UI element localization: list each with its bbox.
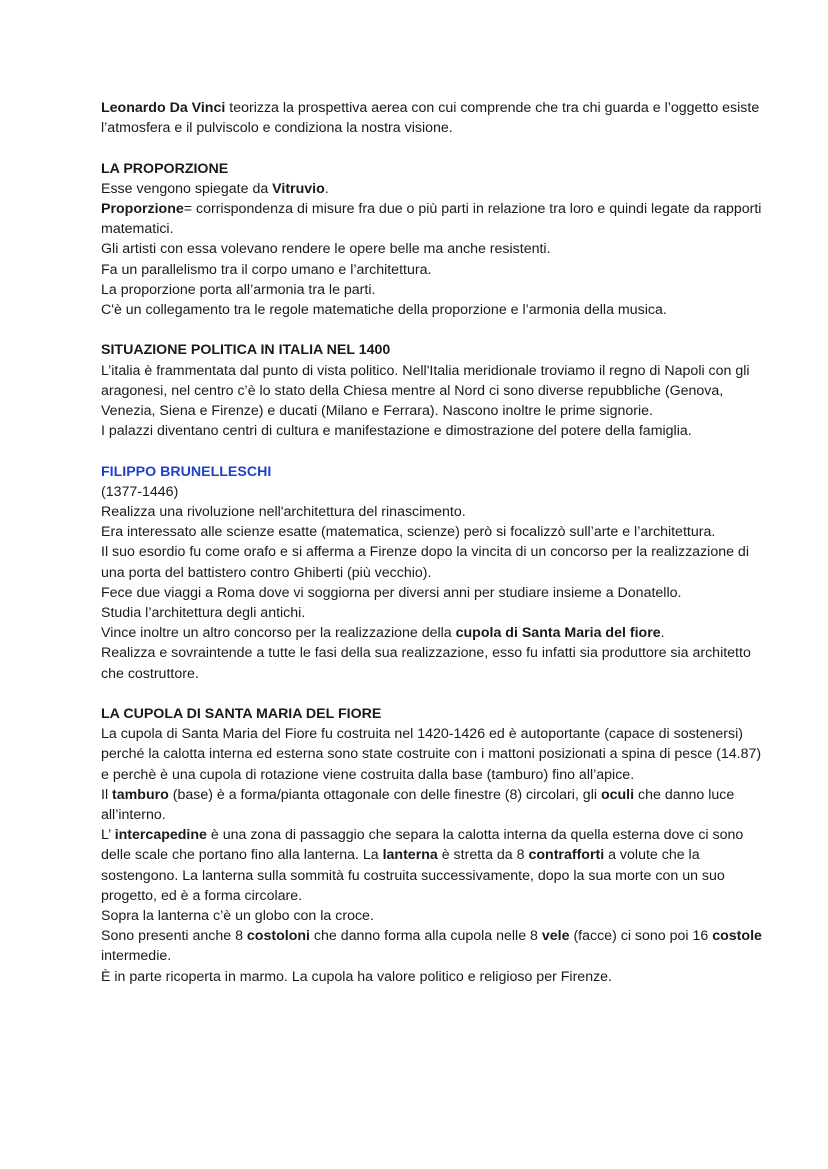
- paragraph: Il tamburo (base) è a forma/pianta ottagonale con delle finestre (8) circolari, gli oculi che danno luce all’interno.: [101, 786, 735, 824]
- politica-section: [101, 340, 768, 441]
- brunelleschi-section: [101, 462, 768, 684]
- cupola-section: [101, 704, 768, 987]
- paragraph: Il suo esordio fu come orafo e si afferma a Firenze dopo la vincita di un concorso per la realizzazione di una porta del battistero contro Ghiberti (più vecchio).: [101, 544, 749, 581]
- section-heading: LA CUPOLA DI SANTA MARIA DEL FIORE: [101, 706, 382, 723]
- paragraph: Vince inoltre un altro concorso per la realizzazione della cupola di Santa Maria del fiore.: [101, 625, 665, 642]
- paragraph: Proporzione= corrispondenza di misure fra due o più parti in relazione tra loro e quindi legate da rapporti matematici.: [101, 201, 762, 238]
- paragraph: Studia l’architettura degli antichi.: [101, 605, 306, 622]
- paragraph: L’ intercapedine è una zona di passaggio che separa la calotta interna da quella esterna dove ci sono delle scale che portano fino alla lanterna. La lanterna è stretta da 8 contrafforti a volute che la sostengono. La lanterna sulla sommità fu costruita successivamente, dopo la sua morte con un suo progetto, ed è a forma circolare.: [101, 827, 744, 904]
- paragraph: Realizza una rivoluzione nell'architettura del rinascimento.: [101, 504, 466, 521]
- dates: (1377-1446): [101, 483, 179, 500]
- paragraph: C'è un collegamento tra le regole matematiche della proporzione e l’armonia della musica.: [101, 302, 667, 319]
- paragraph: I palazzi diventano centri di cultura e manifestazione e dimostrazione del potere della famiglia.: [101, 423, 692, 440]
- paragraph: La proporzione porta all’armonia tra le parti.: [101, 281, 376, 298]
- paragraph: La cupola di Santa Maria del Fiore fu costruita nel 1420-1426 ed è autoportante (capace di sostenersi) perché la calotta interna ed esterna sono state costruite con i mattoni posizionati a spina di pesce (14.87) e perchè è una cupola di rotazione viene costruita dalla base (tamburo) fino all’apice.: [101, 726, 762, 783]
- section-heading: SITUAZIONE POLITICA IN ITALIA NEL 1400: [101, 342, 391, 359]
- paragraph: Sopra la lanterna c’è un globo con la croce.: [101, 908, 374, 925]
- paragraph: Esse vengono spiegate da Vitruvio.: [101, 180, 329, 197]
- paragraph: Sono presenti anche 8 costoloni che danno forma alla cupola nelle 8 vele (facce) ci sono poi 16 costole intermedie.: [101, 928, 762, 965]
- proporzione-section: [101, 159, 768, 321]
- intro-paragraph: Leonardo Da Vinci teorizza la prospettiva aerea con cui comprende che tra chi guarda e l’oggetto esiste l’atmosfera e il pulviscolo e condiziona la nostra visione.: [101, 100, 760, 137]
- section-heading: LA PROPORZIONE: [101, 160, 229, 177]
- section-heading: FILIPPO BRUNELLESCHI: [101, 463, 272, 480]
- paragraph: Fa un parallelismo tra il corpo umano e l’architettura.: [101, 261, 432, 278]
- paragraph: Gli artisti con essa volevano rendere le opere belle ma anche resistenti.: [101, 241, 551, 258]
- paragraph: Era interessato alle scienze esatte (matematica, scienze) però si focalizzò sull’arte e l’architettura.: [101, 524, 716, 541]
- intro-section: [101, 98, 768, 138]
- paragraph: Fece due viaggi a Roma dove vi soggiorna per diversi anni per studiare insieme a Donatello.: [101, 584, 682, 601]
- paragraph: Realizza e sovraintende a tutte le fasi della sua realizzazione, esso fu infatti sia produttore sia architetto che costruttore.: [101, 645, 751, 682]
- paragraph: È in parte ricoperta in marmo. La cupola ha valore politico e religioso per Firenze.: [101, 968, 613, 985]
- paragraph: L’italia è frammentata dal punto di vista politico. Nell'Italia meridionale troviamo il regno di Napoli con gli aragonesi, nel centro c’è lo stato della Chiesa mentre al Nord ci sono diverse repubbliche (Genova, Venezia, Siena e Firenze) e ducati (Milano e Ferrara). Nascono inoltre le prime signorie.: [101, 362, 750, 420]
